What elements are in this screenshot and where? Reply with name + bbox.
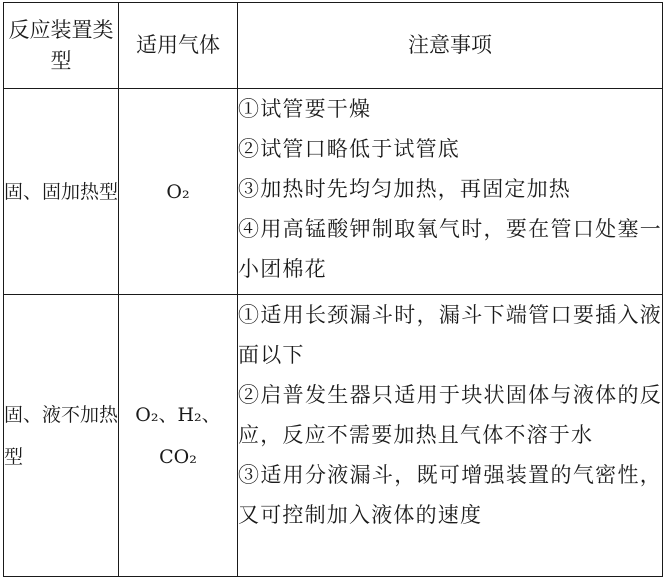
reaction-apparatus-table bbox=[3, 2, 663, 577]
precaution-item: ③加热时先均匀加热，再固定加热 bbox=[238, 177, 571, 201]
precaution-item: ①适用长颈漏斗时，漏斗下端管口要插入液面以下 bbox=[238, 303, 662, 367]
applicable-gas-cell: O₂、H₂、CO₂ bbox=[119, 295, 238, 577]
precautions-cell bbox=[238, 89, 663, 295]
apparatus-type-cell: 固、液不加热型 bbox=[4, 295, 119, 577]
precaution-item: ③适用分液漏斗，既可增强装置的气密性，又可控制加入液体的速度 bbox=[238, 463, 662, 527]
precaution-item: ②试管口略低于试管底 bbox=[238, 137, 460, 161]
table-row-solid-liquid-no-heating bbox=[4, 295, 663, 577]
precautions-cell bbox=[238, 295, 663, 577]
precaution-item: ①试管要干燥 bbox=[238, 97, 372, 121]
header-applicable-gas: 适用气体 bbox=[119, 3, 238, 89]
header-apparatus-type: 反应装置类型 bbox=[4, 3, 119, 89]
header-precautions: 注意事项 bbox=[238, 3, 663, 89]
precaution-item: ②启普发生器只适用于块状固体与液体的反应，反应不需要加热且气体不溶于水 bbox=[238, 383, 662, 447]
table-row-solid-solid-heating bbox=[4, 89, 663, 295]
precaution-item: ④用高锰酸钾制取氧气时，要在管口处塞一小团棉花 bbox=[238, 217, 662, 281]
header-row bbox=[4, 3, 663, 89]
applicable-gas-cell: O₂ bbox=[119, 89, 238, 295]
apparatus-type-cell: 固、固加热型 bbox=[4, 89, 119, 295]
reaction-apparatus-table-wrapper bbox=[3, 2, 662, 576]
